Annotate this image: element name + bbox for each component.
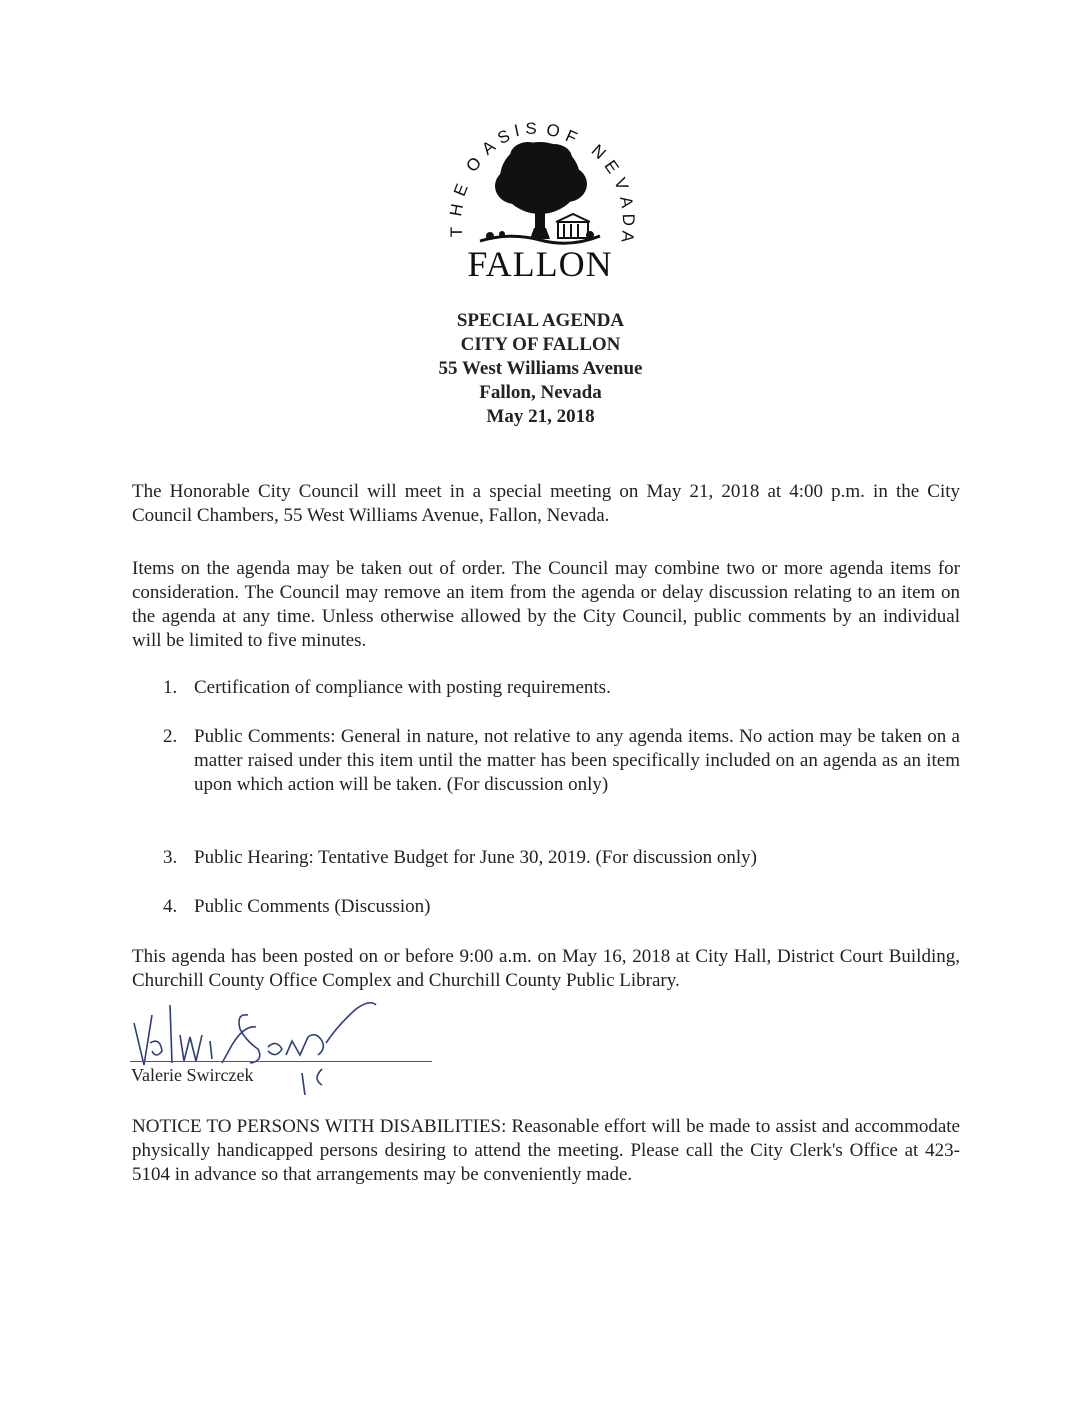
svg-text:O: O [544,119,562,142]
item-number: 3. [163,847,178,868]
svg-text:O: O [462,153,486,176]
agenda-header [0,309,1081,429]
address-city: Fallon, Nevada [479,382,602,403]
svg-text:V: V [610,175,633,193]
svg-text:A: A [617,229,638,244]
svg-text:A: A [478,136,499,159]
svg-text:S: S [494,126,513,149]
item-text: Public Comments (Discussion) [194,896,431,917]
svg-text:T: T [447,226,466,238]
svg-text:D: D [618,213,639,227]
svg-text:S: S [525,119,537,138]
agenda-item [163,895,960,919]
agenda-item [163,725,960,797]
item-number: 4. [163,896,178,917]
item-number: 1. [163,677,178,698]
signature-block [126,985,436,1095]
svg-text:E: E [600,156,623,177]
item-text: Public Hearing: Tentative Budget for June 30, 2019. (For discussion only) [194,847,757,868]
disability-notice: NOTICE TO PERSONS WITH DISABILITIES: Reasonable effort will be made to assist and accommodate physically handicapped persons desiring to attend the meeting. Please call the City Clerk's Office at 423-5104 in advance so that arrangements may be conveniently made. [132,1116,960,1185]
city-name: CITY OF FALLON [460,334,621,355]
city-seal-logo [440,108,640,288]
meeting-date: May 21, 2018 [486,406,595,427]
svg-text:N: N [587,140,610,164]
svg-text:F: F [562,126,580,148]
posting-statement: This agenda has been posted on or before 9:00 a.m. on May 16, 2018 at City Hall, District Court Building, Churchill County Office Complex and Churchill County Public Library. [132,946,960,991]
item-number: 2. [163,726,178,747]
svg-text:E: E [449,181,472,199]
svg-text:A: A [616,194,637,210]
order-paragraph: Items on the agenda may be taken out of order. The Council may combine two or more agenda items for consideration. The Council may remove an item from the agenda or delay discussion relating to an item on the agenda at any time. Unless otherwise allowed by the City Council, public comments by an individual will be limited to five minutes. [132,558,960,651]
agenda-item [163,676,960,700]
svg-text:I: I [512,120,522,141]
signer-name: Valerie Swirczek [131,1065,254,1085]
signature-line [130,1061,432,1062]
intro-paragraph: The Honorable City Council will meet in a special meeting on May 21, 2018 at 4:00 p.m. in the City Council Chambers, 55 West Williams Avenue, Fallon, Nevada. [132,481,960,526]
svg-text:H: H [446,202,468,218]
item-text: Certification of compliance with posting requirements. [194,677,611,698]
svg-text:FALLON: FALLON [467,244,613,284]
item-text: Public Comments: General in nature, not relative to any agenda items. No action may be taken on a matter raised under this item until the matter has been specifically included on an agenda as an item upon which action will be taken. (For discussion only) [194,726,960,795]
agenda-title: SPECIAL AGENDA [456,310,625,331]
address-street: 55 West Williams Avenue [438,358,643,379]
agenda-item [163,846,960,870]
